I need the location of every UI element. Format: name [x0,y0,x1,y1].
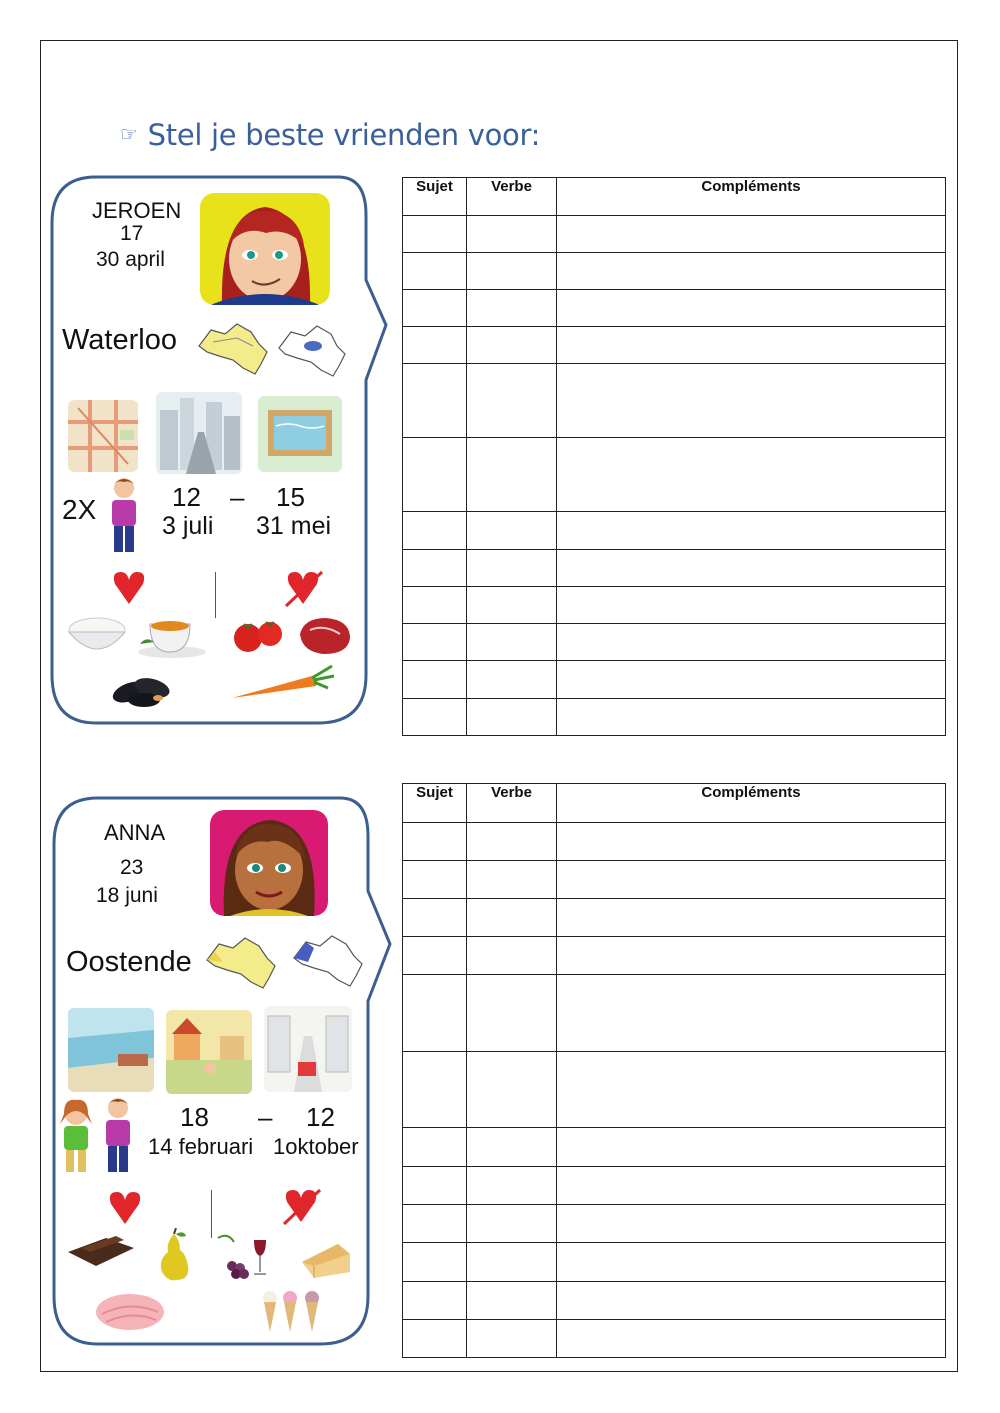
header-complements: Compléments [557,178,946,216]
dash: – [258,1102,273,1132]
dash: – [230,482,245,512]
answer-cell[interactable] [467,699,557,736]
number-left: 12 [172,482,201,512]
cheese-image [298,1238,354,1282]
answer-cell[interactable] [403,823,467,861]
tomatoes-image [232,614,284,656]
answer-cell[interactable] [403,899,467,937]
answer-cell[interactable] [557,438,946,512]
heart-icon [112,570,146,606]
answer-cell[interactable] [467,1282,557,1320]
answer-cell[interactable] [557,512,946,550]
answer-cell[interactable] [403,550,467,587]
answer-cell[interactable] [557,253,946,290]
card-birthday: 30 april [96,248,165,271]
answer-cell[interactable] [557,1243,946,1282]
answer-cell[interactable] [467,1243,557,1282]
answer-cell[interactable] [403,253,467,290]
date-left: 14 februari [148,1134,254,1159]
answer-cell[interactable] [403,1205,467,1243]
answer-cell[interactable] [557,661,946,699]
answer-cell[interactable] [467,861,557,899]
chocolate-image [66,1234,136,1270]
beach-image [68,1008,154,1092]
answer-cell[interactable] [467,1052,557,1128]
answer-cell[interactable] [557,1167,946,1205]
answer-cell[interactable] [557,1205,946,1243]
answer-cell[interactable] [467,624,557,661]
answer-cell[interactable] [557,364,946,438]
date-left: 3 juli [162,512,214,540]
heart-icon [108,1190,142,1226]
header-sujet: Sujet [403,784,467,823]
answer-cell[interactable] [403,1320,467,1358]
rice-bowl-image [66,610,128,658]
answer-cell[interactable] [403,290,467,327]
answer-cell[interactable] [557,1320,946,1358]
answer-table-jeroen [402,177,946,736]
answer-cell[interactable] [467,1205,557,1243]
answer-cell[interactable] [557,1282,946,1320]
answer-cell[interactable] [557,1052,946,1128]
answer-cell[interactable] [467,937,557,975]
supermarket-image [264,1006,352,1092]
boy-icon [106,476,142,558]
card-age: 23 [120,856,144,879]
card-age: 17 [120,222,144,245]
answer-cell[interactable] [403,1243,467,1282]
siblings-count: 2X [62,494,97,525]
answer-cell[interactable] [403,1128,467,1167]
girl-icon [56,1098,96,1178]
date-right: 1oktober [273,1134,359,1159]
answer-cell[interactable] [467,975,557,1052]
answer-cell[interactable] [403,1052,467,1128]
header-complements: Compléments [557,784,946,823]
pointing-hand-icon: ☞ [120,122,138,146]
answer-cell[interactable] [467,364,557,438]
grapes-wine-image [214,1228,276,1280]
tea-cup-image [136,614,208,660]
answer-cell[interactable] [403,1167,467,1205]
card-name: JEROEN [92,198,182,223]
answer-cell[interactable] [557,823,946,861]
answer-cell[interactable] [467,550,557,587]
crossed-heart-icon [282,1188,322,1226]
belgium-map-icon [290,930,366,992]
divider [211,1190,212,1238]
answer-cell[interactable] [403,512,467,550]
avatar-anna [210,810,328,916]
number-left: 18 [180,1102,209,1132]
number-right: 15 [276,482,305,512]
card-city: Waterloo [62,324,177,356]
avatar-jeroen [200,193,330,305]
card-name: ANNA [104,820,166,845]
answer-cell[interactable] [557,861,946,899]
title-text: Stel je beste vrienden voor: [147,118,541,152]
answer-cell[interactable] [557,624,946,661]
answer-cell[interactable] [403,624,467,661]
answer-cell[interactable] [557,975,946,1052]
answer-cell[interactable] [557,550,946,587]
answer-cell[interactable] [467,823,557,861]
answer-cell[interactable] [467,661,557,699]
answer-cell[interactable] [467,216,557,253]
answer-cell[interactable] [403,661,467,699]
header-sujet: Sujet [403,178,467,216]
page-title [120,118,540,152]
number-right: 12 [306,1102,335,1132]
city-street-image [156,392,242,474]
swimming-pool-image [258,396,342,472]
belgium-map-icon [203,932,279,992]
answer-cell[interactable] [467,512,557,550]
answer-cell[interactable] [467,899,557,937]
answer-cell[interactable] [403,364,467,438]
answer-cell[interactable] [467,290,557,327]
answer-cell[interactable] [403,438,467,512]
answer-cell[interactable] [557,587,946,624]
belgium-map-icon [275,320,347,378]
ice-cream-image [258,1288,324,1336]
answer-cell[interactable] [403,699,467,736]
answer-cell[interactable] [557,290,946,327]
city-map-image [68,400,138,472]
answer-cell[interactable] [557,699,946,736]
crossed-heart-icon [284,570,324,608]
answer-cell[interactable] [403,975,467,1052]
card-city: Oostende [66,946,192,978]
answer-cell[interactable] [467,1320,557,1358]
belgium-map-icon [193,318,273,378]
pear-image [154,1228,194,1282]
answer-cell[interactable] [403,327,467,364]
ham-image [92,1284,168,1334]
divider [215,572,216,618]
header-verbe: Verbe [467,784,557,823]
answer-cell[interactable] [467,1128,557,1167]
answer-cell[interactable] [467,253,557,290]
answer-cell[interactable] [467,587,557,624]
answer-cell[interactable] [467,438,557,512]
answer-cell[interactable] [467,1167,557,1205]
answer-cell[interactable] [403,861,467,899]
answer-cell[interactable] [467,327,557,364]
card-birthday: 18 juni [96,884,158,907]
answer-cell[interactable] [557,216,946,253]
answer-table-anna [402,783,946,1358]
boy-icon [100,1096,136,1178]
answer-cell[interactable] [403,587,467,624]
answer-cell[interactable] [557,899,946,937]
answer-cell[interactable] [403,1282,467,1320]
answer-cell[interactable] [557,327,946,364]
answer-cell[interactable] [557,937,946,975]
carrot-image [228,662,336,704]
answer-cell[interactable] [403,216,467,253]
village-image [166,1010,252,1094]
answer-cell[interactable] [403,937,467,975]
steak-image [296,614,354,658]
date-right: 31 mei [256,512,332,540]
answer-cell[interactable] [557,1128,946,1167]
header-verbe: Verbe [467,178,557,216]
mussels-image [108,668,178,710]
